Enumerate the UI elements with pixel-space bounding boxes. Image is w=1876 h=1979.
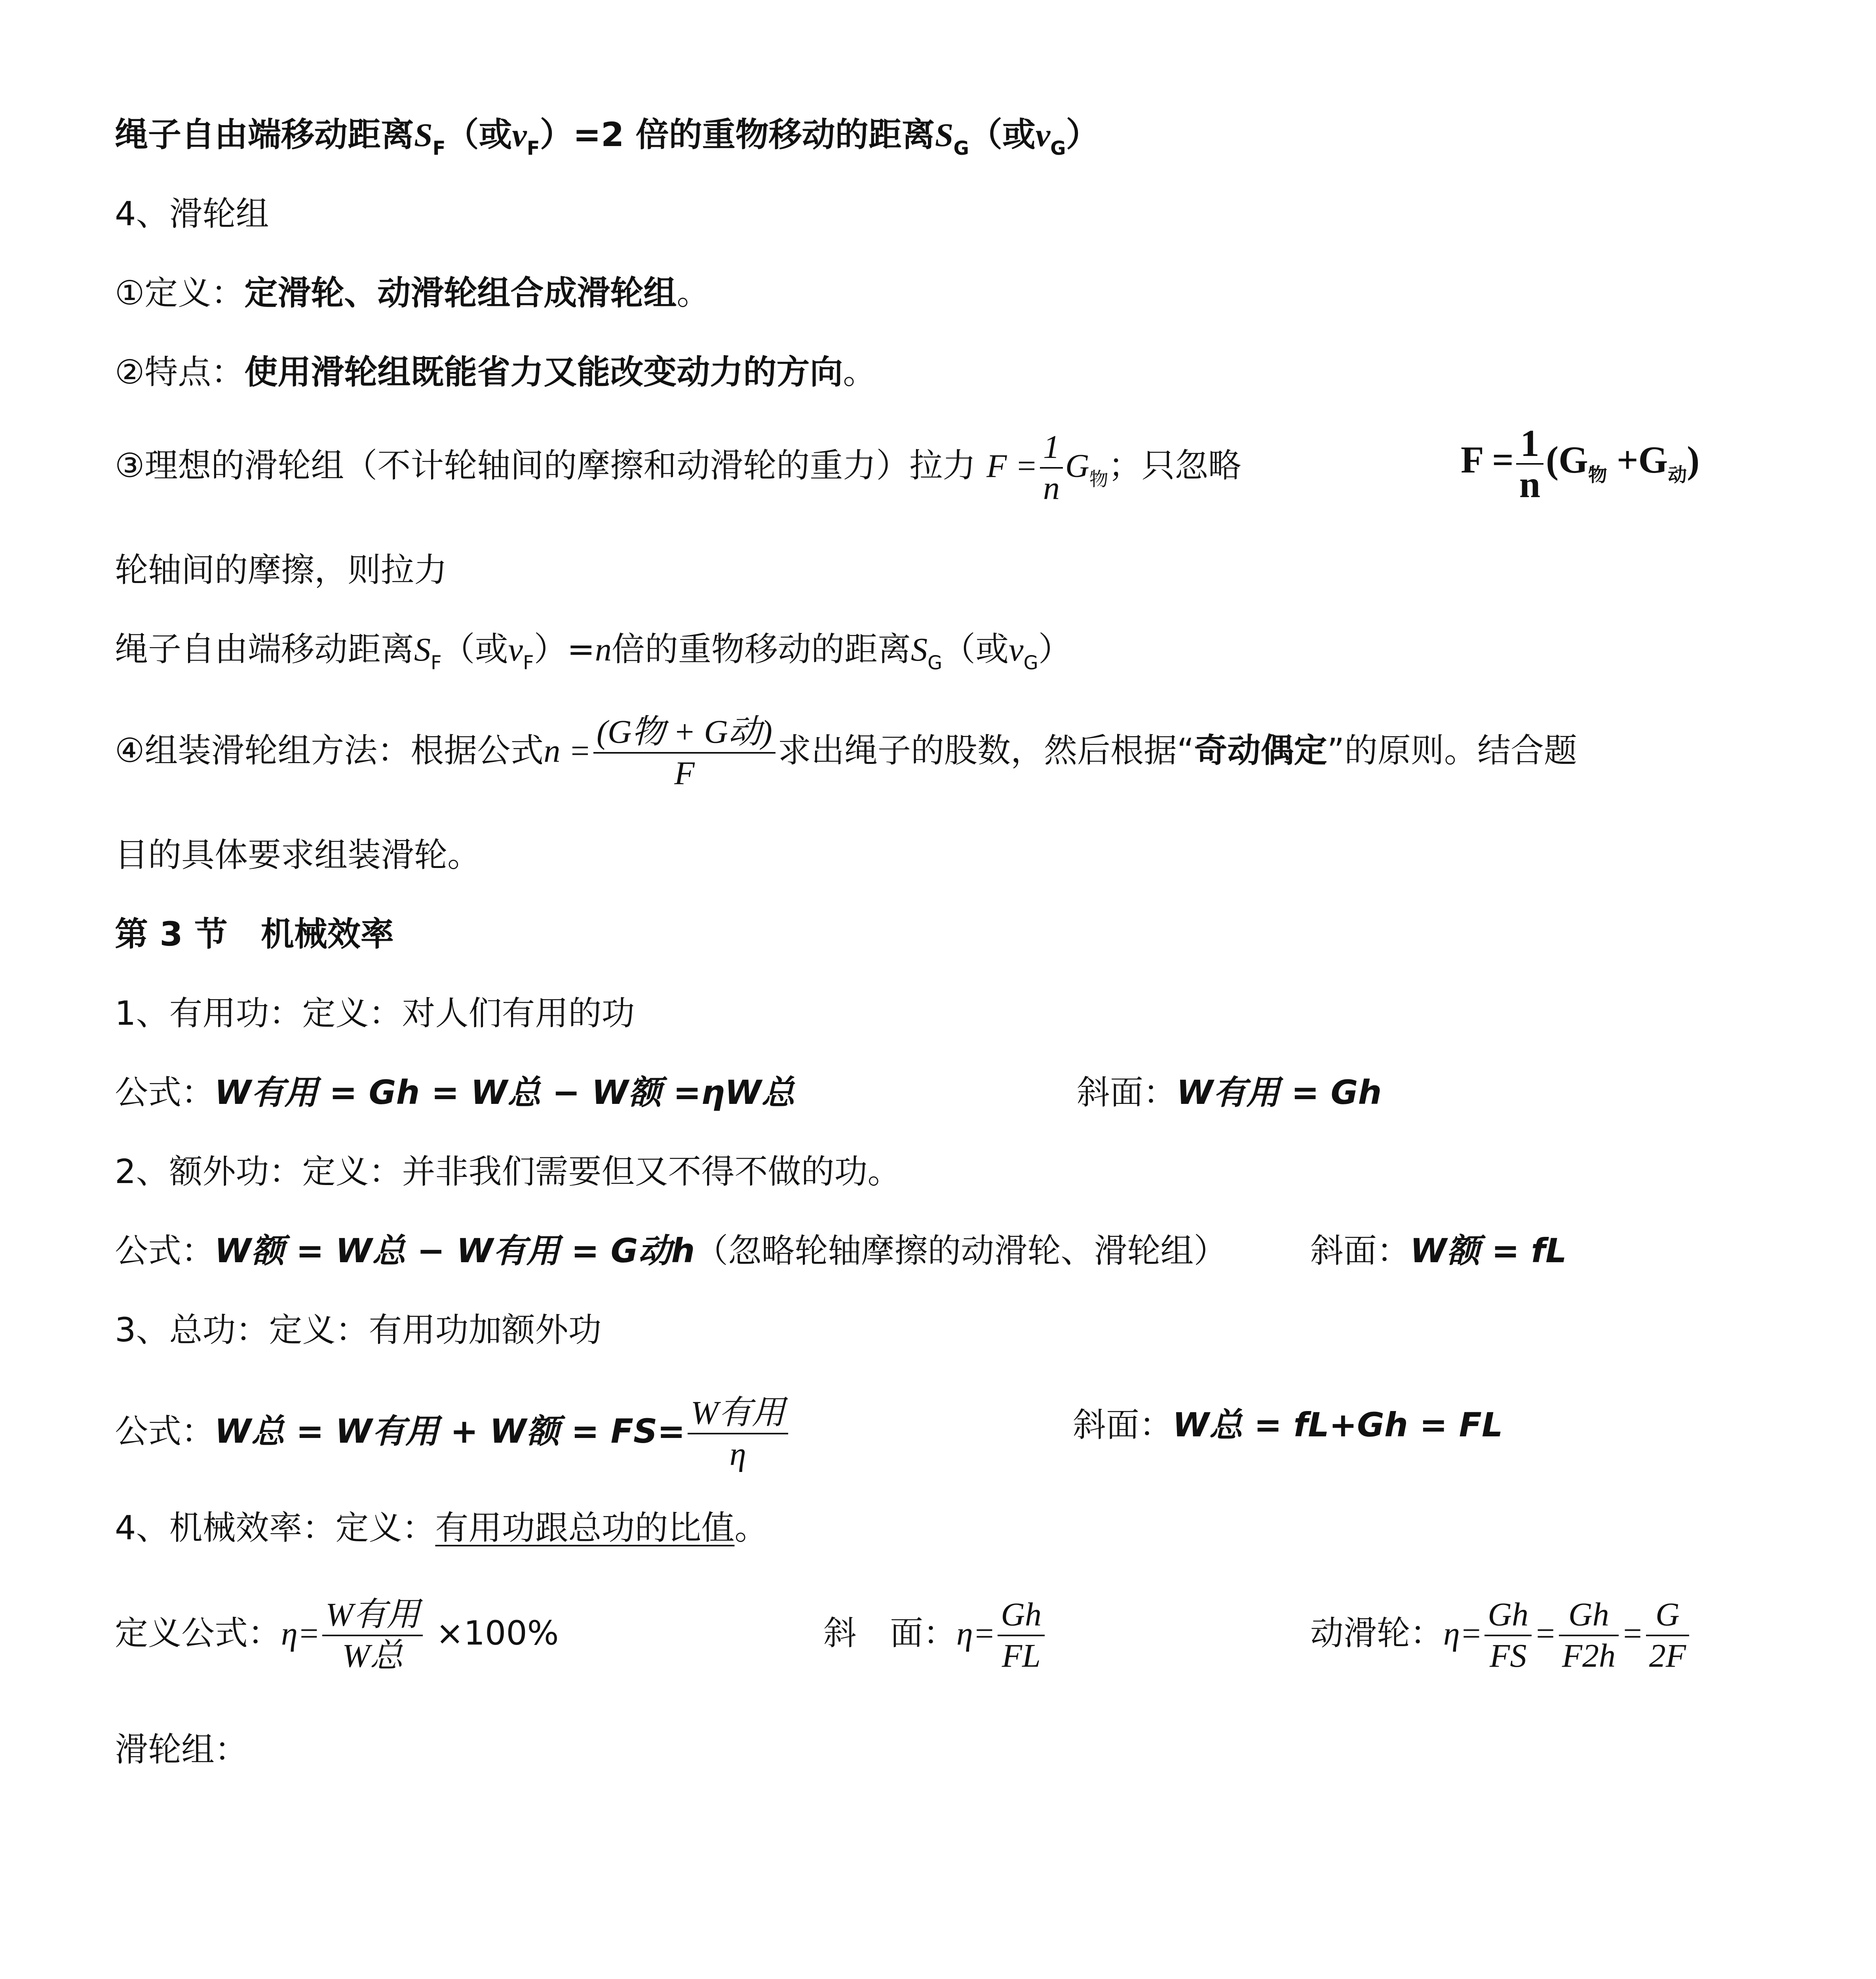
text: 斜面： bbox=[1073, 1405, 1173, 1444]
numerator: 1 bbox=[1040, 427, 1063, 469]
subscript: 动 bbox=[1668, 465, 1687, 486]
text: ）= bbox=[534, 630, 595, 669]
subscript: G bbox=[927, 652, 943, 674]
subscript: F bbox=[431, 652, 442, 674]
fraction bbox=[1516, 424, 1543, 504]
numerator: Gh bbox=[998, 1595, 1045, 1636]
text: ）=2 倍的重物移动的距离 bbox=[540, 115, 935, 154]
symbol: η= bbox=[956, 1615, 996, 1652]
fraction bbox=[688, 1393, 788, 1474]
fraction bbox=[1040, 427, 1063, 508]
fraction bbox=[322, 1595, 423, 1676]
symbol: v bbox=[508, 631, 523, 668]
text: ③理想的滑轮组（不计轮轴间的摩擦和动滑轮的重力）拉力 bbox=[115, 446, 976, 485]
text: 动滑轮： bbox=[1310, 1613, 1444, 1652]
text-line: 目的具体要求组装滑轮。 bbox=[115, 836, 481, 874]
text: 公式： bbox=[115, 1231, 215, 1270]
text-line bbox=[115, 1227, 1227, 1274]
text-line bbox=[115, 625, 1072, 678]
numerator: W有用 bbox=[322, 1595, 423, 1636]
symbol: n = bbox=[544, 732, 591, 769]
text: 斜面： bbox=[1310, 1231, 1410, 1270]
text-line bbox=[115, 712, 1577, 793]
text-line: 2、额外功：定义：并非我们需要但又不得不做的功。 bbox=[115, 1152, 901, 1191]
symbol: η= bbox=[281, 1615, 320, 1652]
text: ④组装滑轮组方法：根据公式 bbox=[115, 731, 544, 770]
subscript: 物 bbox=[1588, 465, 1607, 486]
text-line bbox=[115, 348, 876, 396]
text: ②特点： bbox=[115, 353, 245, 391]
text: 。 bbox=[843, 353, 876, 391]
text: （或 bbox=[445, 115, 512, 154]
symbol: v bbox=[512, 117, 527, 154]
text: 4、机械效率：定义： bbox=[115, 1508, 435, 1547]
text: 公式： bbox=[115, 1073, 215, 1112]
symbol: ) bbox=[1687, 439, 1700, 481]
numerator: W有用 bbox=[688, 1393, 788, 1434]
formula: W总 = fL+Gh = FL bbox=[1173, 1405, 1503, 1444]
formula: W额 = W总 − W有用 = G动h bbox=[215, 1231, 695, 1270]
fraction bbox=[1559, 1595, 1619, 1676]
fraction bbox=[593, 712, 775, 793]
denominator: η bbox=[730, 1436, 746, 1472]
text: （或 bbox=[969, 115, 1036, 154]
text: ”的原则。结合题 bbox=[1327, 731, 1578, 770]
text: ①定义： bbox=[115, 273, 245, 312]
symbol: = bbox=[1534, 1615, 1557, 1652]
symbol: F = bbox=[1461, 439, 1514, 481]
denominator: n bbox=[1519, 463, 1541, 505]
text-bold: 使用滑轮组既能省力又能改变动力的方向 bbox=[244, 353, 843, 391]
numerator: (G物 + G动) bbox=[593, 712, 775, 754]
symbol: +G bbox=[1607, 439, 1668, 481]
symbol: S bbox=[414, 631, 431, 668]
text: 斜 面： bbox=[823, 1613, 957, 1652]
text-line bbox=[1073, 1401, 1503, 1449]
text-line bbox=[115, 1504, 768, 1552]
fraction bbox=[1646, 1595, 1689, 1676]
formula: W有用 = Gh = W总 − W额 =ηW总 bbox=[215, 1073, 795, 1112]
underlined-text: 有用功跟总功的比值 bbox=[435, 1508, 735, 1547]
subscript: F bbox=[526, 137, 540, 160]
symbol: = bbox=[1621, 1615, 1644, 1652]
formula: W额 = fL bbox=[1410, 1231, 1567, 1270]
subscript: G bbox=[1023, 652, 1038, 674]
symbol: n bbox=[595, 631, 612, 668]
denominator: F2h bbox=[1562, 1637, 1616, 1674]
subscript: F bbox=[432, 137, 446, 160]
text-line bbox=[823, 1595, 1047, 1676]
text-line bbox=[115, 269, 710, 317]
numerator: Gh bbox=[1484, 1595, 1532, 1636]
text: 。 bbox=[677, 273, 710, 312]
text: 定义公式： bbox=[115, 1613, 281, 1652]
fraction bbox=[1484, 1595, 1532, 1676]
subscript: 物 bbox=[1089, 468, 1108, 490]
text-bold: 定滑轮、动滑轮组合成滑轮组 bbox=[244, 273, 677, 312]
denominator: FS bbox=[1490, 1637, 1527, 1674]
denominator: FL bbox=[1002, 1637, 1041, 1674]
text: 公式： bbox=[115, 1411, 215, 1451]
denominator: n bbox=[1043, 470, 1060, 507]
denominator: F bbox=[674, 755, 695, 792]
section-heading: 第 3 节 机械效率 bbox=[115, 915, 394, 953]
symbol: η= bbox=[1443, 1615, 1483, 1652]
text-line: 3、总功：定义：有用功加额外功 bbox=[115, 1310, 602, 1349]
text-line bbox=[115, 427, 1241, 508]
text: 倍的重物移动的距离 bbox=[611, 630, 911, 669]
symbol: v bbox=[1009, 631, 1024, 668]
text: ；只忽略 bbox=[1108, 446, 1241, 485]
symbol: S bbox=[414, 117, 433, 154]
text-line bbox=[1310, 1595, 1692, 1676]
subscript: F bbox=[523, 652, 534, 674]
symbol: G bbox=[1065, 447, 1089, 484]
symbol: F = bbox=[986, 447, 1038, 484]
text: ） bbox=[1038, 630, 1072, 669]
text-line bbox=[1077, 1069, 1382, 1116]
denominator: 2F bbox=[1649, 1637, 1686, 1674]
text-line bbox=[115, 1069, 794, 1116]
subscript: G bbox=[1050, 137, 1066, 160]
symbol: S bbox=[910, 631, 928, 668]
text-line bbox=[115, 111, 1099, 163]
text: 求出绳子的股数，然后根据“ bbox=[777, 731, 1194, 770]
text: ） bbox=[1066, 115, 1099, 154]
formula-block bbox=[1461, 424, 1699, 504]
text-line: 滑轮组： bbox=[115, 1730, 248, 1769]
text-line: 1、有用功：定义：对人们有用的功 bbox=[115, 994, 635, 1033]
numerator: G bbox=[1646, 1595, 1689, 1636]
text: （或 bbox=[942, 630, 1009, 669]
denominator: W总 bbox=[342, 1637, 403, 1674]
text: （或 bbox=[441, 630, 508, 669]
text-line bbox=[115, 1595, 559, 1676]
text: 绳子自由端移动距离 bbox=[115, 630, 414, 669]
text-line bbox=[115, 1393, 791, 1474]
text-line bbox=[1310, 1227, 1567, 1274]
text: 。 bbox=[734, 1508, 768, 1547]
subscript: G bbox=[953, 137, 969, 160]
text: ×100% bbox=[436, 1613, 559, 1652]
fraction bbox=[998, 1595, 1045, 1676]
text: （忽略轮轴摩擦的动滑轮、滑轮组） bbox=[695, 1231, 1227, 1270]
text-line: 轮轴间的摩擦，则拉力 bbox=[115, 551, 448, 589]
text: 斜面： bbox=[1077, 1073, 1177, 1112]
section-heading: 4、滑轮组 bbox=[115, 194, 269, 233]
formula: W总 = W有用 + W额 = FS= bbox=[215, 1411, 685, 1451]
text: 绳子自由端移动距离 bbox=[115, 115, 414, 154]
symbol: S bbox=[935, 117, 954, 154]
numerator: 1 bbox=[1516, 424, 1543, 465]
symbol: v bbox=[1035, 117, 1051, 154]
numerator: Gh bbox=[1559, 1595, 1619, 1636]
formula: W有用 = Gh bbox=[1177, 1073, 1382, 1112]
text-bold: 奇动偶定 bbox=[1194, 731, 1327, 770]
symbol: (G bbox=[1546, 439, 1588, 481]
